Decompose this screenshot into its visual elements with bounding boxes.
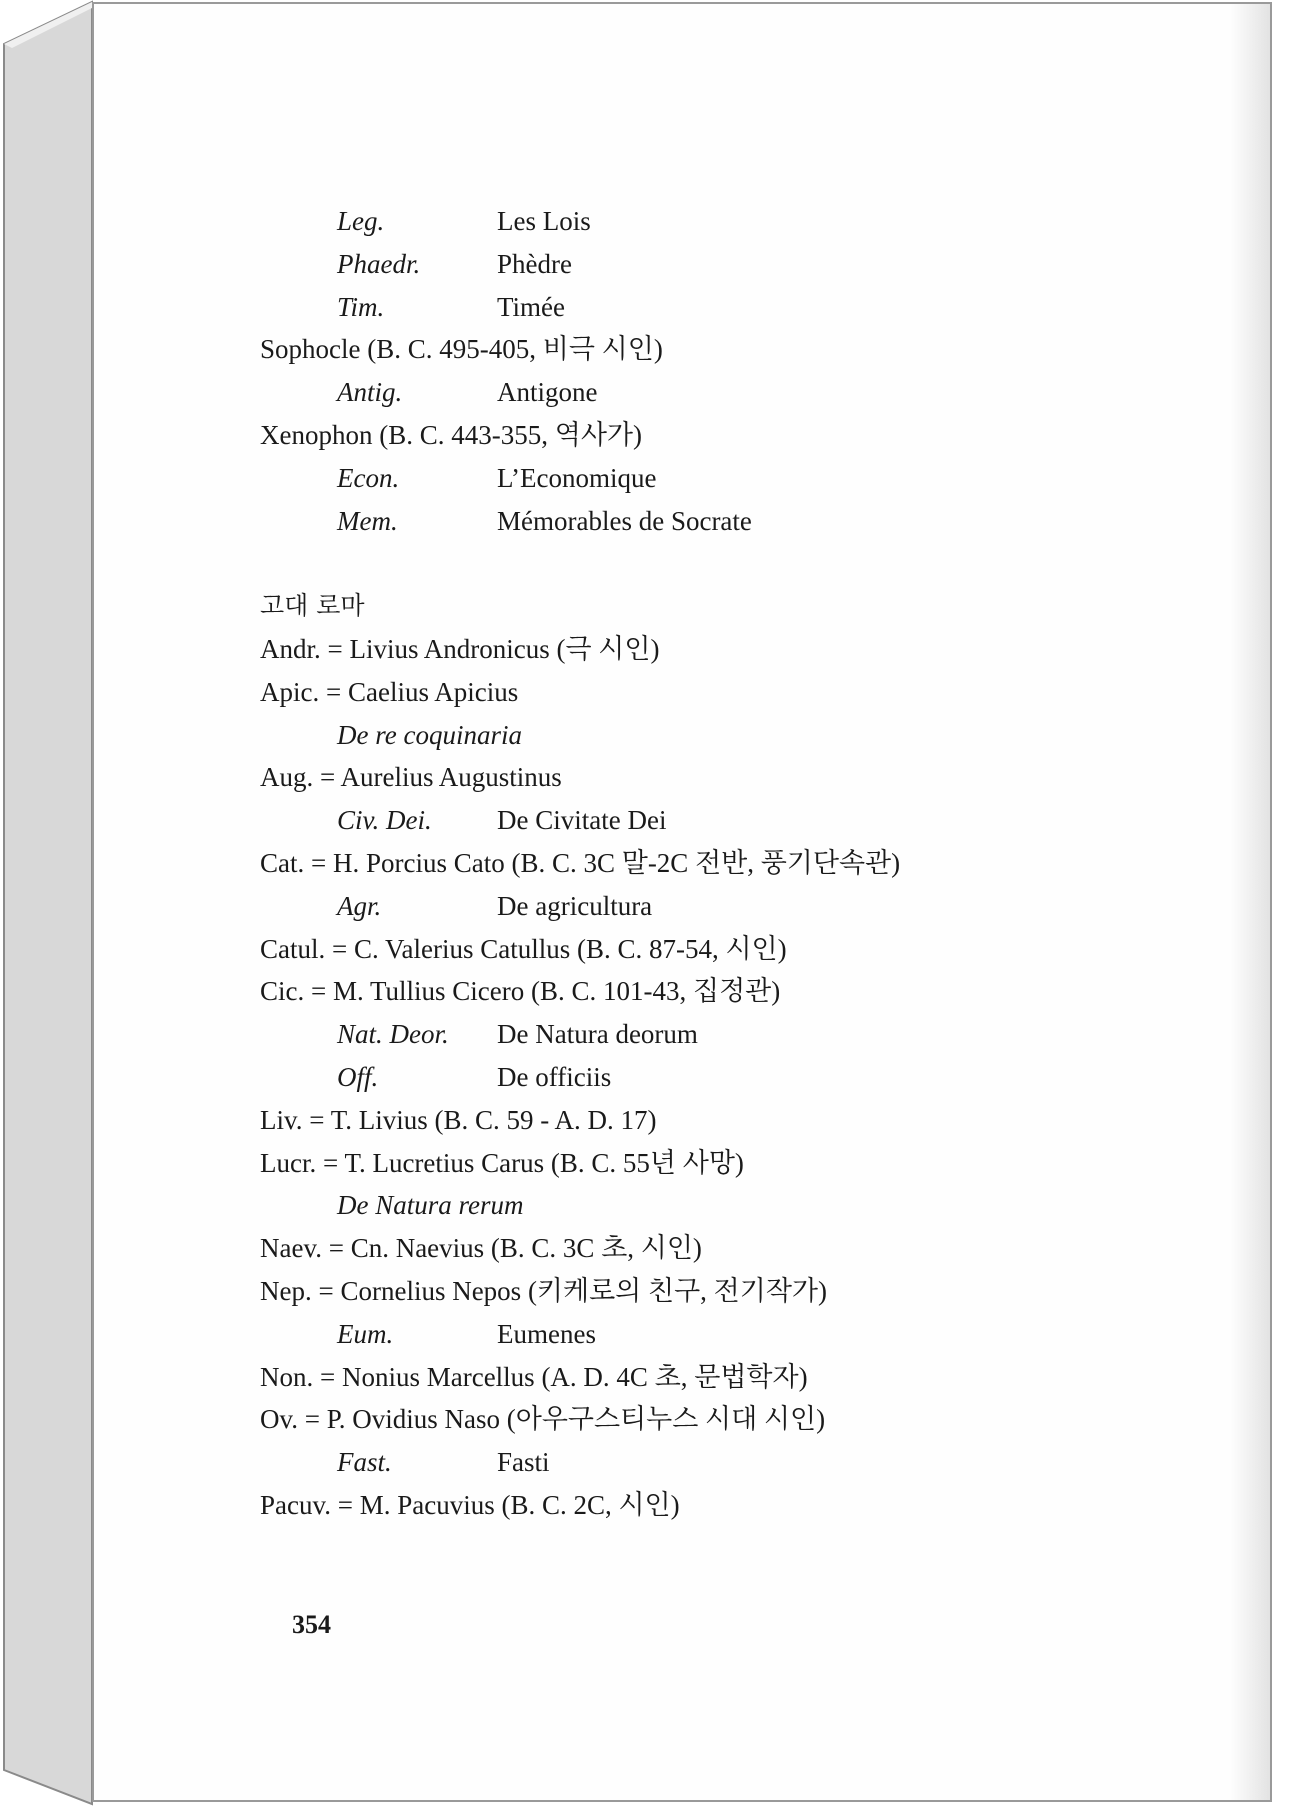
work-entry <box>260 371 1060 414</box>
page-edge-shadow <box>1230 4 1270 1800</box>
work-entry <box>260 1013 1060 1056</box>
author-entry: Cic. = M. Tullius Cicero (B. C. 101-43, 집정관) <box>260 976 781 1007</box>
abbreviation-list <box>260 200 1060 1527</box>
author-entry: Liv. = T. Livius (B. C. 59 - A. D. 17) <box>260 1104 657 1135</box>
author-entry: Catul. = C. Valerius Catullus (B. C. 87-54, 시인) <box>260 933 787 964</box>
work-title: De agricultura <box>497 890 653 921</box>
author-entry: Pacuv. = M. Pacuvius (B. C. 2C, 시인) <box>260 1489 680 1520</box>
page-number: 354 <box>292 1610 331 1639</box>
work-abbreviation: Phaedr. <box>337 248 421 279</box>
work-entry <box>260 799 1060 842</box>
author-entry: Cat. = H. Porcius Cato (B. C. 3C 말-2C 전반, 풍기단속관) <box>260 847 901 878</box>
work-entry <box>260 243 1060 286</box>
work-entry <box>260 457 1060 500</box>
author-entry: Ov. = P. Ovidius Naso (아우구스티누스 시대 시인) <box>260 1404 826 1435</box>
author-entry: Lucr. = T. Lucretius Carus (B. C. 55년 사망) <box>260 1147 744 1178</box>
work-entry <box>260 1056 1060 1099</box>
work-entry <box>260 1441 1060 1484</box>
work-title: Mémorables de Socrate <box>497 505 752 536</box>
work-title: Eumenes <box>497 1318 596 1349</box>
work-title: Timée <box>497 291 566 322</box>
work-abbreviation: Off. <box>337 1061 379 1092</box>
work-abbreviation: Leg. <box>337 206 385 236</box>
work-title: De officiis <box>497 1061 612 1092</box>
work-entry <box>260 885 1060 928</box>
work-entry <box>260 200 1060 243</box>
work-entry <box>260 500 1060 543</box>
author-entry: Non. = Nonius Marcellus (A. D. 4C 초, 문법학자) <box>260 1361 808 1392</box>
work-abbreviation: Eum. <box>337 1318 394 1349</box>
work-title: Antigone <box>497 377 598 408</box>
work-abbreviation: Fast. <box>337 1447 392 1478</box>
work-entry <box>260 1313 1060 1356</box>
work-title: Phèdre <box>497 248 572 279</box>
section-gap <box>260 542 1060 585</box>
work-title: Fasti <box>497 1447 550 1478</box>
work-entry <box>260 286 1060 329</box>
work-title-entry: De re coquinaria <box>337 719 522 750</box>
work-abbreviation: Econ. <box>337 462 400 493</box>
author-entry: Xenophon (B. C. 443-355, 역사가) <box>260 419 642 450</box>
author-entry: Nep. = Cornelius Nepos (키케로의 친구, 전기작가) <box>260 1275 827 1306</box>
author-entry: Aug. = Aurelius Augustinus <box>260 762 562 793</box>
work-abbreviation: Antig. <box>337 377 403 408</box>
author-entry: Apic. = Caelius Apicius <box>260 676 519 707</box>
section-heading-rome: 고대 로마 <box>260 591 365 621</box>
work-title: De Civitate Dei <box>497 805 667 836</box>
work-abbreviation: Mem. <box>337 505 398 536</box>
author-entry: Andr. = Livius Andronicus (극 시인) <box>260 633 660 664</box>
work-abbreviation: Nat. Deor. <box>337 1019 449 1050</box>
work-title-entry: De Natura rerum <box>337 1190 524 1221</box>
work-abbreviation: Civ. Dei. <box>337 805 432 836</box>
work-title: De Natura deorum <box>497 1019 698 1050</box>
work-abbreviation: Tim. <box>337 291 385 322</box>
work-abbreviation: Agr. <box>337 890 382 921</box>
work-title: L’Economique <box>497 462 657 493</box>
author-entry: Naev. = Cn. Naevius (B. C. 3C 초, 시인) <box>260 1233 702 1264</box>
author-entry: Sophocle (B. C. 495-405, 비극 시인) <box>260 334 663 365</box>
work-title: Les Lois <box>497 206 591 236</box>
